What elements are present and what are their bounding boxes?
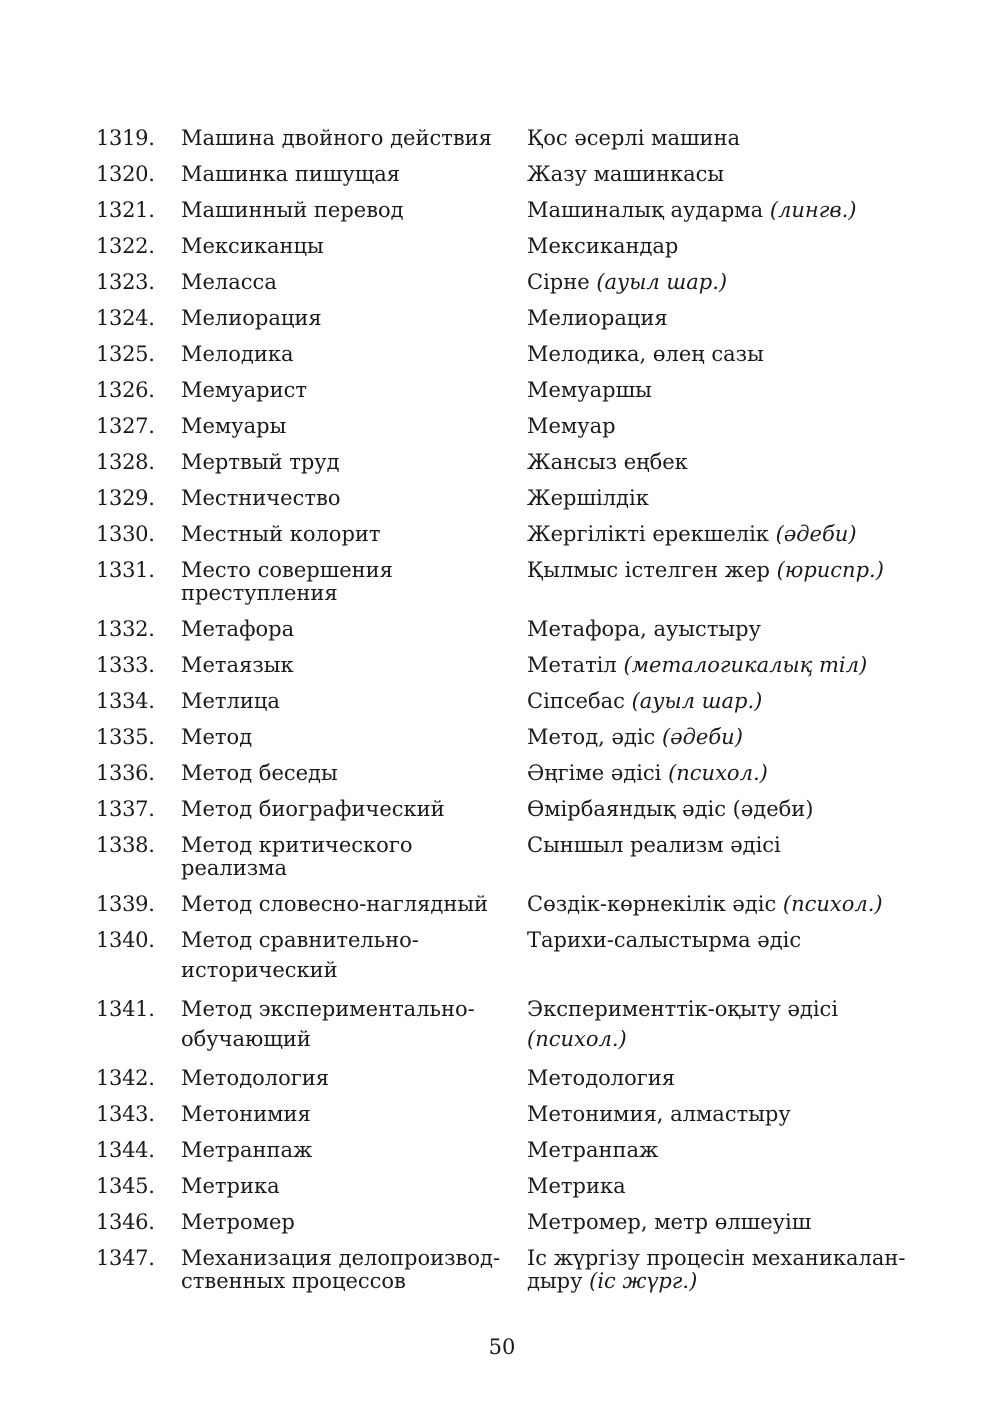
entry-number: 1343. (96, 1102, 155, 1126)
dictionary-entry (96, 518, 926, 554)
russian-term: Метрика (181, 1174, 280, 1198)
entry-number: 1321. (96, 198, 155, 222)
entry-number: 1320. (96, 162, 155, 186)
entry-number: 1319. (96, 126, 155, 150)
kazakh-translation (527, 654, 926, 677)
russian-term: Метранпаж (181, 1138, 313, 1162)
dictionary-entry (96, 554, 926, 613)
dictionary-entry (96, 721, 926, 757)
field-note: (лингв.) (769, 198, 857, 222)
field-note: (юриспр.) (776, 558, 884, 582)
field-note: (әдеби) (775, 522, 857, 546)
dictionary-entry (96, 1134, 926, 1170)
entry-number: 1323. (96, 270, 155, 294)
dictionary-entry (96, 302, 926, 338)
kazakh-term: Жергілікті ерекшелік (527, 522, 769, 546)
russian-term: Мелиорация (181, 306, 322, 330)
dictionary-entry (96, 829, 926, 888)
kazakh-translation (527, 343, 926, 366)
entry-number: 1335. (96, 725, 155, 749)
dictionary-entry (96, 793, 926, 829)
kazakh-translation (527, 762, 926, 785)
kazakh-term: Мексикандар (527, 234, 679, 258)
dictionary-entry (96, 685, 926, 721)
kazakh-translation (527, 994, 926, 1054)
dictionary-entry (96, 757, 926, 793)
kazakh-translation (527, 559, 926, 582)
entry-number: 1322. (96, 234, 155, 258)
russian-term: Метод сравнительно- исторический (181, 928, 419, 982)
entry-number: 1333. (96, 653, 155, 677)
kazakh-term: Жансыз еңбек (527, 450, 688, 474)
dictionary-entry (96, 993, 926, 1062)
entry-number: 1338. (96, 833, 155, 857)
russian-term: Местничество (181, 486, 341, 510)
dictionary-entry (96, 888, 926, 924)
kazakh-translation (527, 925, 926, 955)
russian-term: Машинный перевод (181, 198, 404, 222)
dictionary-entry (96, 613, 926, 649)
russian-term: Мемуары (181, 414, 287, 438)
entry-number: 1326. (96, 378, 155, 402)
dictionary-entry (96, 1206, 926, 1242)
kazakh-translation (527, 163, 926, 186)
kazakh-term: Машиналық аударма (527, 198, 764, 222)
kazakh-term: Өмірбаяндық әдіс (әдеби) (527, 797, 814, 821)
entry-number: 1334. (96, 689, 155, 713)
kazakh-term: Қылмыс істелген жер (527, 558, 770, 582)
russian-term: Мертвый труд (181, 450, 340, 474)
kazakh-translation (527, 199, 926, 222)
dictionary-entry (96, 446, 926, 482)
russian-term: Место совершения преступления (181, 558, 393, 605)
dictionary-entry (96, 1098, 926, 1134)
field-note: (әдеби) (662, 725, 743, 749)
kazakh-term: Методология (527, 1066, 675, 1090)
page-number: 50 (488, 1335, 516, 1359)
russian-term: Метод критического реализма (181, 833, 413, 880)
dictionary-entry (96, 122, 926, 158)
kazakh-term: Метранпаж (527, 1138, 659, 1162)
russian-term: Метод экспериментально- обучающий (181, 997, 475, 1051)
russian-term: Мемуарист (181, 378, 307, 402)
field-note: (психол.) (668, 761, 768, 785)
russian-term: Методология (181, 1066, 329, 1090)
field-note: (ауыл шар.) (631, 689, 763, 713)
entry-number: 1327. (96, 414, 155, 438)
kazakh-translation (527, 523, 926, 546)
russian-term: Машинка пишущая (181, 162, 401, 186)
dictionary-entry (96, 410, 926, 446)
entry-number: 1336. (96, 761, 155, 785)
kazakh-term: Метромер, метр өлшеуіш (527, 1210, 812, 1234)
dictionary-entry (96, 338, 926, 374)
kazakh-term: Метафора, ауыстыру (527, 617, 761, 641)
dictionary-entry (96, 649, 926, 685)
field-note: (психол.) (527, 1027, 627, 1051)
kazakh-translation (527, 893, 926, 916)
russian-term: Мексиканцы (181, 234, 324, 258)
kazakh-translation (527, 379, 926, 402)
kazakh-term: Сыншыл реализм әдісі (527, 833, 781, 857)
kazakh-translation (527, 487, 926, 510)
dictionary-entry (96, 374, 926, 410)
entry-number: 1339. (96, 892, 155, 916)
kazakh-term: Жершілдік (527, 486, 649, 510)
dictionary-entry (96, 194, 926, 230)
kazakh-translation (527, 1211, 926, 1234)
kazakh-translation (527, 307, 926, 330)
kazakh-term: Мемуар (527, 414, 616, 438)
entry-number: 1331. (96, 558, 155, 582)
entry-number: 1324. (96, 306, 155, 330)
russian-term: Механизация делопроизвод- ственных процессов (181, 1246, 501, 1293)
kazakh-term: Сірне (527, 270, 590, 294)
kazakh-translation (527, 127, 926, 150)
entry-number: 1337. (96, 797, 155, 821)
kazakh-term: Мелодика, өлең сазы (527, 342, 764, 366)
entry-number: 1344. (96, 1138, 155, 1162)
entry-number: 1341. (96, 997, 155, 1021)
kazakh-term: Жазу машинкасы (527, 162, 725, 186)
entry-number: 1345. (96, 1174, 155, 1198)
entry-number: 1340. (96, 928, 155, 952)
russian-term: Метод словесно-наглядный (181, 892, 489, 916)
kazakh-term: Метатіл (527, 653, 617, 677)
dictionary-entry (96, 266, 926, 302)
russian-term: Метонимия (181, 1102, 311, 1126)
dictionary-entry (96, 1062, 926, 1098)
kazakh-translation (527, 690, 926, 713)
kazakh-term: Тарихи-салыстырма әдіс (527, 928, 802, 952)
kazakh-translation (527, 415, 926, 438)
kazakh-term: Іс жүргізу процесін механикалан- дыру (527, 1246, 906, 1293)
kazakh-translation (527, 1067, 926, 1090)
dictionary-entry (96, 1242, 926, 1301)
entry-number: 1347. (96, 1246, 155, 1270)
kazakh-term: Эксперименттік-оқыту әдісі (527, 997, 839, 1021)
field-note: (ауыл шар.) (596, 270, 728, 294)
entry-number: 1342. (96, 1066, 155, 1090)
russian-term: Метромер (181, 1210, 295, 1234)
russian-term: Машина двойного действия (181, 126, 492, 150)
kazakh-term: Метод, әдіс (527, 725, 656, 749)
kazakh-term: Қос әсерлі машина (527, 126, 741, 150)
russian-term: Метлица (181, 689, 280, 713)
dictionary-entry (96, 158, 926, 194)
kazakh-term: Сөздік-көрнекілік әдіс (527, 892, 777, 916)
russian-term: Местный колорит (181, 522, 381, 546)
dictionary-entries (96, 122, 926, 1301)
field-note: (психол.) (782, 892, 883, 916)
field-note: (металогикалық тіл) (623, 653, 868, 677)
kazakh-term: Әңгіме әдісі (527, 761, 662, 785)
entry-number: 1332. (96, 617, 155, 641)
kazakh-translation (527, 1103, 926, 1126)
kazakh-term: Метрика (527, 1174, 626, 1198)
dictionary-entry (96, 1170, 926, 1206)
kazakh-term: Метонимия, алмастыру (527, 1102, 791, 1126)
russian-term: Метод биографический (181, 797, 445, 821)
kazakh-term: Сіпсебас (527, 689, 625, 713)
entry-number: 1330. (96, 522, 155, 546)
kazakh-translation (527, 1139, 926, 1162)
dictionary-entry (96, 482, 926, 518)
entry-number: 1346. (96, 1210, 155, 1234)
kazakh-translation (527, 1175, 926, 1198)
kazakh-term: Мемуаршы (527, 378, 652, 402)
entry-number: 1328. (96, 450, 155, 474)
russian-term: Меласса (181, 270, 277, 294)
dictionary-entry (96, 230, 926, 266)
kazakh-translation (527, 271, 926, 294)
entry-number: 1325. (96, 342, 155, 366)
field-note: (іс жүрг.) (589, 1269, 698, 1293)
kazakh-translation (527, 834, 926, 857)
russian-term: Мелодика (181, 342, 294, 366)
kazakh-translation (527, 235, 926, 258)
kazakh-translation (527, 618, 926, 641)
dictionary-entry (96, 924, 926, 993)
russian-term: Метод (181, 725, 253, 749)
russian-term: Метафора (181, 617, 295, 641)
entry-number: 1329. (96, 486, 155, 510)
russian-term: Метаязык (181, 653, 294, 677)
kazakh-translation (527, 798, 926, 821)
kazakh-translation (527, 1247, 926, 1293)
kazakh-translation (527, 451, 926, 474)
russian-term: Метод беседы (181, 761, 338, 785)
kazakh-term: Мелиорация (527, 306, 668, 330)
kazakh-translation (527, 726, 926, 749)
